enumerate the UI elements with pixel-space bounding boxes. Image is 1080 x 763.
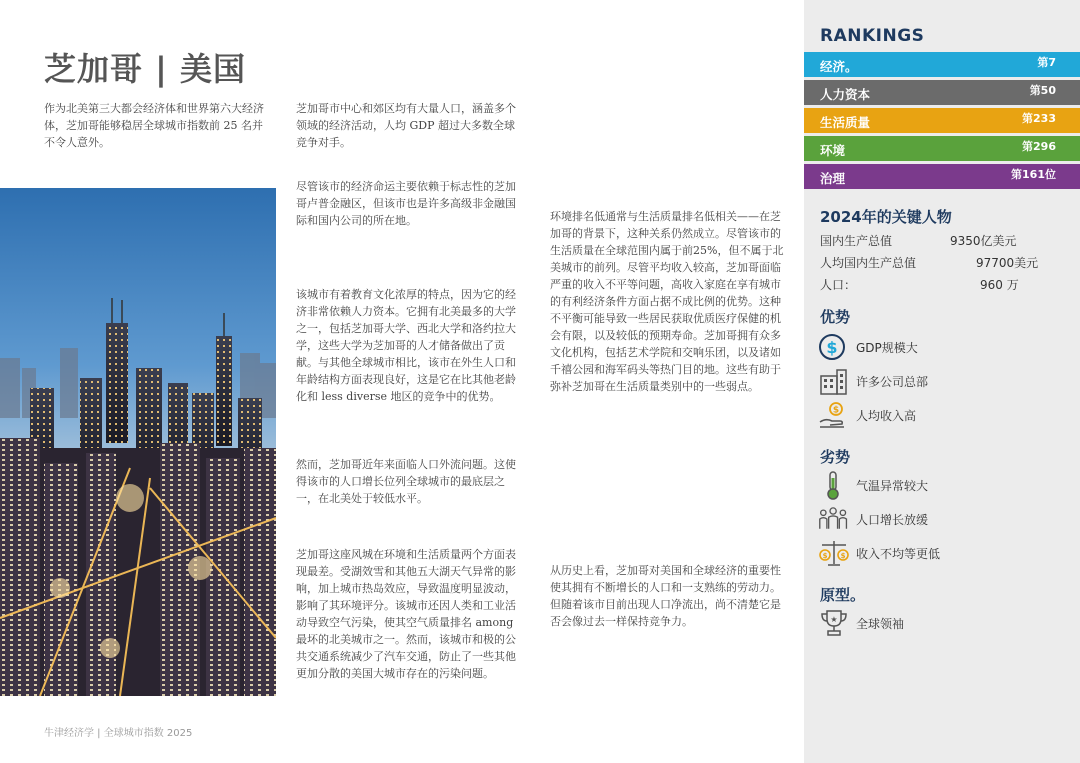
body-paragraph: 环境排名低通常与生活质量排名低相关——在芝加哥的背景下，这种关系仍然成立。尽管该市的生活质量在全球范围内属于前25%，但不属于北美城市的前列。尽管平均收入较高，芝加哥面临严重的收入不平等问题，高收入家庭在享有城市的有利经济条件方面占据不成比例的优势。这种不平衡可能导致一些居民获取优质医疗保健的机会有限，以及较低的预期寿命。芝加哥拥有众多文化机构，包括艺术学院和交响乐团，以及诸如千禧公园和海军码头等热门目的地。这些有助于弥补芝加哥在生活质量类别中的一些弱点。 [550, 210, 784, 393]
strength-label: GDP规模大 [856, 341, 918, 355]
weakness-label: 收入不均等更低 [856, 547, 941, 561]
key-figure-value: 960 万 [980, 278, 1019, 292]
body-paragraph: 芝加哥这座风城在环境和生活质量两个方面表现最差。受湖效雪和其他五大湖天气异常的影响，加上城市热岛效应，导致温度明显波动，影响了其环境评分。该城市还因人类和工业活动导致空气污染，使其空气质量排名 among 最坏的北美城市之一。然而，该城市和极的公共交通系统减少了汽车交通，防止了一些其他更加分散的美国大城市存在的污染问题。 [296, 548, 516, 680]
key-figure-value: 9350亿美元 [950, 234, 1017, 248]
rank-bar-economy [804, 52, 1080, 77]
body-paragraph: 该城市有着教育文化浓厚的特点，因为它的经济非常依赖人力资本。它拥有北美最多的大学之一，包括芝加哥大学、西北大学和洛约拉大学，这些大学为芝加哥的人才储备做出了贡献。与其他全球城市相比，该市在外生人口和年龄结构方面表现良好，这是它在比其他老龄化和 less diverse 地区的竞争中的优势。 [296, 288, 516, 403]
rank-bar-environment [804, 136, 1080, 161]
chicago-skyline-photo [0, 188, 276, 696]
body-paragraph: 尽管该市的经济命运主要依赖于标志性的芝加哥卢普金融区，但该市也是许多高级非金融国际和国内公司的所在地。 [296, 180, 516, 227]
sidebar-panel [804, 0, 1080, 763]
strength-item [818, 366, 1068, 396]
key-figures-title: 2024年的关键人物 [820, 208, 952, 226]
balance-scale-icon [818, 538, 850, 568]
archetype-title: 原型。 [820, 586, 866, 604]
rank-value: 第296 [1022, 140, 1056, 153]
svg-text:$: $ [840, 552, 846, 560]
office-building-icon [818, 366, 850, 396]
strength-label: 许多公司总部 [856, 375, 929, 389]
body-paragraph: 芝加哥市中心和郊区均有大量人口，涵盖多个领域的经济活动，人均 GDP 超过大多数全球竞争对手。 [296, 102, 516, 149]
strengths-title: 优势 [820, 308, 851, 326]
hand-coins-icon [818, 400, 850, 430]
intro-paragraph: 作为北美第三大都会经济体和世界第六大经济体，芝加哥能够稳居全球城市指数前 25 名并不令人意外。 [44, 102, 264, 149]
svg-text:$: $ [826, 338, 838, 357]
weaknesses-title: 劣势 [820, 448, 851, 466]
rank-value: 第161位 [1011, 168, 1056, 181]
weakness-label: 气温异常较大 [856, 479, 929, 493]
strength-item [818, 400, 1068, 430]
rank-label: 人力资本 [820, 87, 871, 102]
weakness-item [818, 470, 1068, 500]
strength-item [818, 332, 1068, 362]
key-figure-label: 人口： [820, 278, 857, 292]
body-paragraph: 从历史上看，芝加哥对美国和全球经济的重要性使其拥有不断增长的人口和一支熟练的劳动力。但随着该市目前出现人口净流出，尚不清楚它是否会像过去一样保持竞争力。 [550, 564, 781, 628]
footer-source: 牛津经济学 | 全球城市指数 2025 [44, 728, 193, 739]
rank-value: 第233 [1022, 112, 1056, 125]
key-figure-label: 人均国内生产总值 [820, 256, 917, 270]
rank-label: 治理 [820, 171, 846, 186]
strength-label: 人均收入高 [856, 409, 917, 423]
body-paragraph: 然而，芝加哥近年来面临人口外流问题。这使得该市的人口增长位列全球城市的最底层之一，在北美处于较低水平。 [296, 458, 516, 505]
rank-bar-governance [804, 164, 1080, 189]
key-figure-value: 97700美元 [976, 256, 1039, 270]
svg-text:$: $ [832, 405, 840, 416]
archetype-item [818, 608, 1068, 638]
archetype-label: 全球领袖 [856, 617, 905, 631]
trophy-icon [818, 608, 850, 638]
page-title: 芝加哥 | 美国 [44, 50, 246, 88]
key-figure-label: 国内生产总值 [820, 234, 893, 248]
rank-value: 第7 [1037, 56, 1056, 69]
dollar-circle-icon [818, 332, 850, 362]
weakness-item [818, 538, 1068, 568]
rank-value: 第50 [1029, 84, 1056, 97]
rank-label: 生活质量 [820, 115, 871, 130]
weakness-item [818, 504, 1068, 534]
svg-text:$: $ [822, 552, 828, 560]
rank-bar-quality-of-life [804, 108, 1080, 133]
rankings-title: RANKINGS [820, 26, 925, 46]
people-group-icon [818, 504, 850, 534]
rank-bar-human-capital [804, 80, 1080, 105]
rank-label: 经济。 [820, 59, 858, 74]
weakness-label: 人口增长放缓 [856, 513, 929, 527]
thermometer-icon [818, 470, 850, 500]
skyline-illustration [0, 188, 276, 696]
svg-text:★: ★ [830, 615, 838, 624]
rank-label: 环境 [820, 143, 846, 158]
